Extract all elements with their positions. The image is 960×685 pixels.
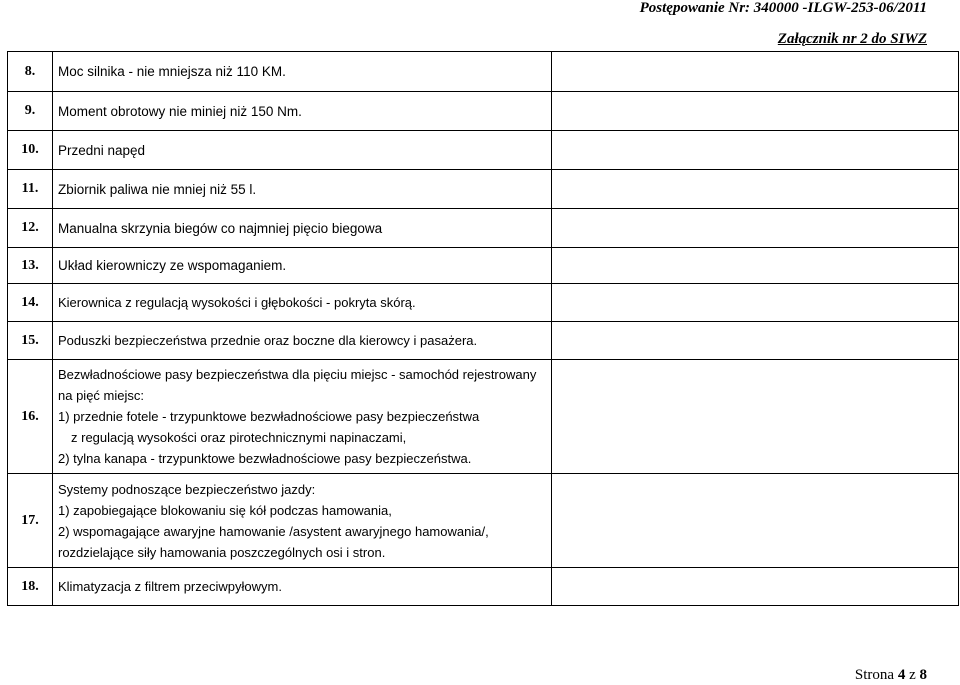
description-line: 1) zapobiegające blokowaniu się kół podczas hamowania,	[58, 502, 392, 518]
table-row	[8, 322, 959, 360]
description-line: Bezwładnościowe pasy bezpieczeństwa dla pięciu miejsc - samochód rejestrowany	[58, 367, 537, 382]
table-row	[8, 209, 959, 248]
offer-cell	[552, 568, 959, 606]
table-row	[8, 474, 959, 568]
document-reference-number: Postępowanie Nr: 340000 -ILGW-253-06/2011	[639, 0, 927, 16]
table-row	[8, 131, 959, 170]
attachment-label: Załącznik nr 2 do SIWZ	[777, 31, 927, 47]
offer-cell	[552, 474, 959, 568]
offer-cell	[552, 248, 959, 284]
row-number: 9.	[8, 92, 53, 131]
offer-cell	[552, 322, 959, 360]
row-number: 18.	[8, 568, 53, 606]
offer-cell	[552, 170, 959, 209]
page-label: Strona	[854, 667, 895, 683]
row-description: Moc silnika - nie mniejsza niż 110 KM.	[53, 52, 552, 92]
table-row	[8, 284, 959, 322]
offer-cell	[552, 284, 959, 322]
offer-cell	[552, 131, 959, 170]
row-number: 14.	[8, 284, 53, 322]
table-row	[8, 248, 959, 284]
row-description: Poduszki bezpieczeństwa przednie oraz boczne dla kierowcy i pasażera.	[53, 322, 552, 360]
description-line: Systemy podnoszące bezpieczeństwo jazdy:	[58, 481, 316, 497]
row-description: Manualna skrzynia biegów co najmniej pięcio biegowa	[53, 209, 552, 248]
row-number: 11.	[8, 170, 53, 209]
row-description	[53, 360, 552, 474]
offer-cell	[552, 92, 959, 131]
row-description	[53, 474, 552, 568]
row-number: 17.	[8, 474, 53, 568]
row-number: 10.	[8, 131, 53, 170]
offer-cell	[552, 209, 959, 248]
row-description: Przedni napęd	[53, 131, 552, 170]
row-number: 8.	[8, 52, 53, 92]
row-description: Kierownica z regulacją wysokości i głębokości - pokryta skórą.	[53, 284, 552, 322]
offer-cell	[552, 360, 959, 474]
row-description: Moment obrotowy nie miniej niż 150 Nm.	[53, 92, 552, 131]
description-line: z regulacją wysokości oraz pirotechnicznymi napinaczami,	[71, 430, 407, 445]
description-line: 2) wspomagające awaryjne hamowanie /asystent awaryjnego hamowania/,	[58, 523, 489, 539]
table-row	[8, 52, 959, 92]
table-row	[8, 360, 959, 474]
specification-table	[7, 51, 959, 606]
page-separator: z	[909, 667, 916, 683]
description-line: 1) przednie fotele - trzypunktowe bezwładnościowe pasy bezpieczeństwa	[58, 409, 480, 424]
row-number: 16.	[8, 360, 53, 474]
description-line: na pięć miejsc:	[58, 388, 144, 403]
current-page: 4	[897, 667, 906, 683]
table-row	[8, 170, 959, 209]
row-description: Układ kierowniczy ze wspomaganiem.	[53, 248, 552, 284]
offer-cell	[552, 52, 959, 92]
description-line: 2) tylna kanapa - trzypunktowe bezwładnościowe pasy bezpieczeństwa.	[58, 451, 472, 466]
total-pages: 8	[919, 667, 927, 683]
row-description: Klimatyzacja z filtrem przeciwpyłowym.	[53, 568, 552, 606]
description-line: rozdzielające siły hamowania poszczególnych osi i stron.	[58, 544, 386, 560]
table-row	[8, 568, 959, 606]
page-number	[855, 667, 927, 684]
table-row	[8, 92, 959, 131]
row-description: Zbiornik paliwa nie mniej niż 55 l.	[53, 170, 552, 209]
row-number: 13.	[8, 248, 53, 284]
row-number: 12.	[8, 209, 53, 248]
row-number: 15.	[8, 322, 53, 360]
